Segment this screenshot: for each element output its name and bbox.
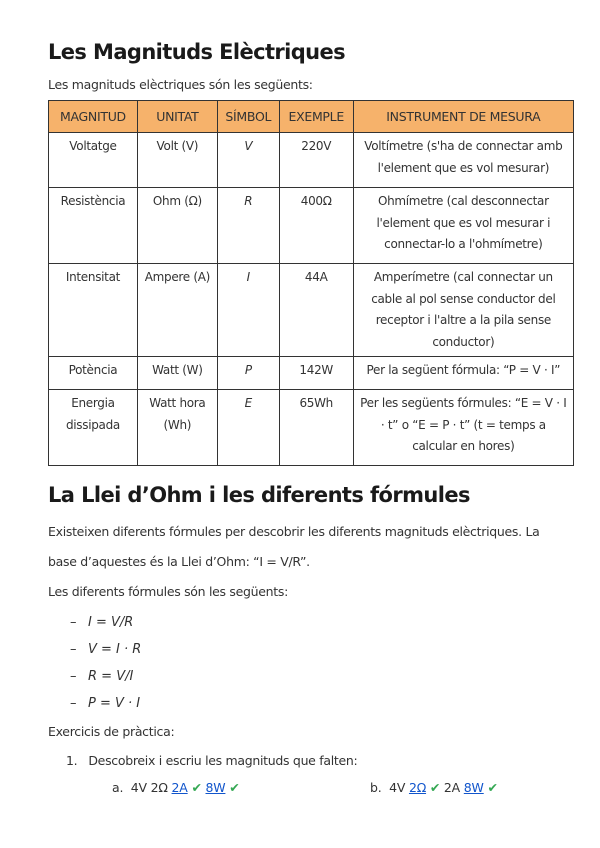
exercise-1b	[370, 780, 498, 795]
exercise-1a	[112, 780, 239, 795]
cell-exemple: 220V	[279, 133, 353, 188]
paragraph-line-1: Existeixen diferents fórmules per descobrir les diferents magnituds elèctriques. La	[48, 524, 540, 539]
intro-text: Les magnituds elèctriques són les següents:	[48, 77, 313, 92]
cell-exemple: 400Ω	[279, 188, 353, 264]
formulas-intro: Les diferents fórmules són les següents:	[48, 584, 289, 599]
cell-unitat: Ohm (Ω)	[137, 188, 217, 264]
cell-instrument: Voltímetre (s'ha de connectar amb l'element que es vol mesurar)	[353, 133, 573, 188]
section-title-llei-ohm: La Llei d’Ohm i les diferents fórmules	[48, 483, 470, 507]
cell-unitat: Watt hora (Wh)	[137, 390, 217, 466]
cell-exemple: 44A	[279, 264, 353, 357]
answer-link[interactable]: 8W	[463, 780, 484, 795]
formula-text: I = V/R	[88, 615, 134, 630]
cell-unitat: Volt (V)	[137, 133, 217, 188]
item-label: a.	[112, 780, 124, 795]
cell-magnitud: Intensitat	[49, 264, 138, 357]
cell-instrument: Per la següent fórmula: “P = V · I”	[353, 357, 573, 390]
cell-magnitud: Resistència	[49, 188, 138, 264]
given-value: 4V	[389, 780, 406, 795]
section-title-magnituds: Les Magnituds Elèctriques	[48, 40, 346, 64]
formula-text: V = I · R	[88, 642, 142, 657]
cell-exemple: 65Wh	[279, 390, 353, 466]
table-row	[49, 188, 574, 264]
given-values: 4V 2Ω	[130, 780, 168, 795]
check-icon: ✔	[429, 780, 441, 795]
cell-magnitud: Voltatge	[49, 133, 138, 188]
given-value: 2A	[443, 780, 461, 795]
cell-exemple: 142W	[279, 357, 353, 390]
check-icon: ✔	[229, 780, 240, 795]
exercises-label: Exercicis de pràctica:	[48, 724, 175, 739]
cell-instrument: Ohmímetre (cal desconnectar l'element que es vol mesurar i connectar-lo a l'ohmímetre)	[353, 188, 573, 264]
formula-item: – P = V · I	[70, 696, 141, 711]
cell-simbol: E	[217, 390, 279, 466]
table-row	[49, 390, 574, 466]
column-header: UNITAT	[137, 101, 217, 133]
cell-simbol: V	[217, 133, 279, 188]
cell-simbol: P	[217, 357, 279, 390]
formula-item: – R = V/I	[70, 669, 134, 684]
answer-link[interactable]: 2A	[171, 780, 188, 795]
column-header: SÍMBOL	[217, 101, 279, 133]
cell-unitat: Ampere (A)	[137, 264, 217, 357]
formula-item: – I = V/R	[70, 615, 134, 630]
formula-text: R = V/I	[88, 669, 134, 684]
answer-link[interactable]: 8W	[205, 780, 226, 795]
cell-magnitud: Potència	[49, 357, 138, 390]
table-row	[49, 264, 574, 357]
check-icon: ✔	[487, 780, 498, 795]
cell-unitat: Watt (W)	[137, 357, 217, 390]
formula-item: – V = I · R	[70, 642, 142, 657]
exercise-1	[66, 753, 357, 768]
column-header: MAGNITUD	[49, 101, 138, 133]
table-row	[49, 357, 574, 390]
check-icon: ✔	[191, 780, 202, 795]
cell-simbol: I	[217, 264, 279, 357]
column-header: EXEMPLE	[279, 101, 353, 133]
table-header-row	[49, 101, 574, 133]
formula-text: P = V · I	[88, 696, 141, 711]
cell-simbol: R	[217, 188, 279, 264]
exercise-number: 1.	[66, 753, 78, 768]
paragraph-line-2: base d’aquestes és la Llei d’Ohm: “I = V/R”.	[48, 554, 310, 569]
cell-instrument: Amperímetre (cal connectar un cable al pol sense conductor del receptor i l'altre a la pila sense conductor)	[353, 264, 573, 357]
cell-magnitud: Energia dissipada	[49, 390, 138, 466]
exercise-text: Descobreix i escriu les magnituds que falten:	[88, 753, 358, 768]
magnitudes-table	[48, 100, 574, 466]
column-header: INSTRUMENT DE MESURA	[353, 101, 573, 133]
item-label: b.	[370, 780, 382, 795]
cell-instrument: Per les següents fórmules: “E = V · I · t” o “E = P · t” (t = temps a calcular en hores)	[353, 390, 573, 466]
table-row	[49, 133, 574, 188]
answer-link[interactable]: 2Ω	[408, 780, 427, 795]
